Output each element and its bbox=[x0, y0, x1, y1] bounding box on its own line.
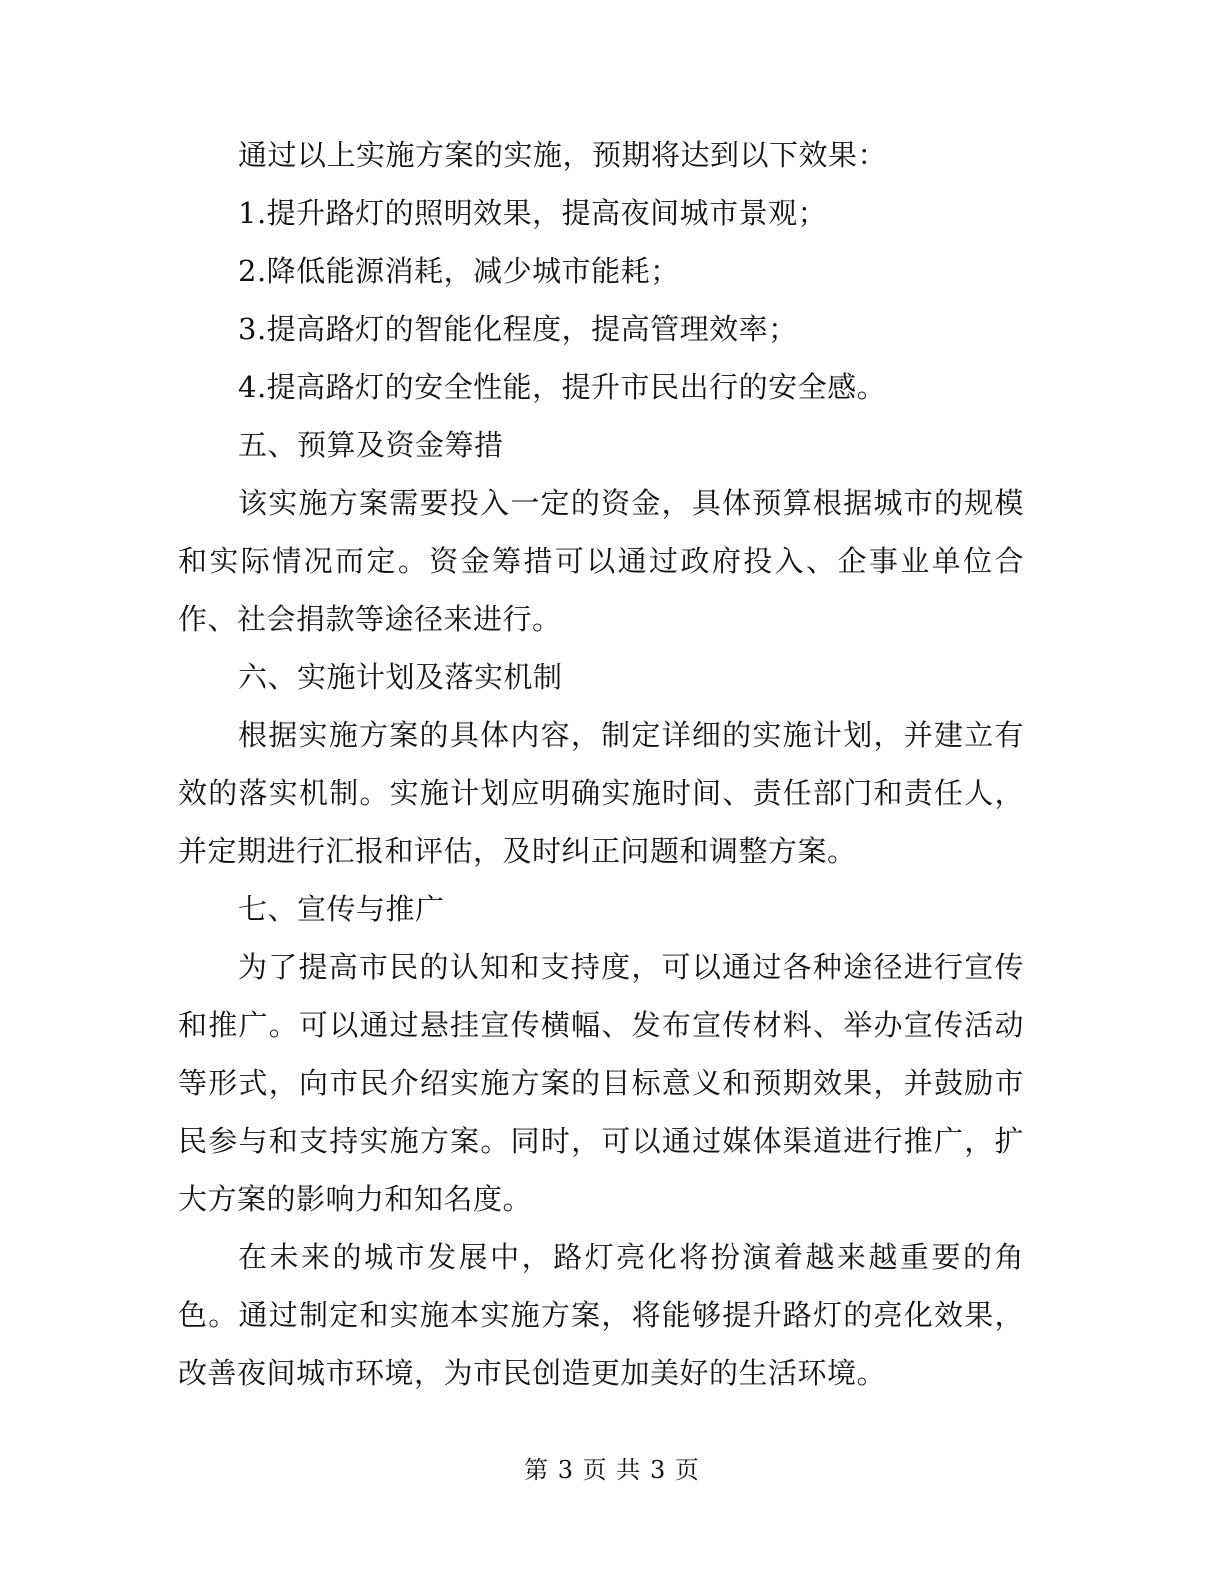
promotion-paragraph: 为了提高市民的认知和支持度，可以通过各种途径进行宣传和推广。可以通过悬挂宣传横幅、发布宣传材料、举办宣传活动等形式，向市民介绍实施方案的目标意义和预期效果，并鼓励市民参与和支持实施方案。同时，可以通过媒体渠道进行推广，扩大方案的影响力和知名度。 bbox=[178, 950, 1024, 1216]
list-item-3: 3.提高路灯的智能化程度，提高管理效率； bbox=[238, 312, 798, 346]
list-item-2: 2.降低能源消耗，减少城市能耗； bbox=[238, 254, 680, 288]
document-body bbox=[178, 126, 1024, 1402]
intro-paragraph: 通过以上实施方案的实施，预期将达到以下效果： bbox=[238, 138, 888, 172]
list-item-1: 1.提升路灯的照明效果，提高夜间城市景观； bbox=[238, 196, 828, 230]
conclusion-paragraph: 在未来的城市发展中，路灯亮化将扮演着越来越重要的角色。通过制定和实施本实施方案，将能够提升路灯的亮化效果，改善夜间城市环境，为市民创造更加美好的生活环境。 bbox=[178, 1240, 1024, 1390]
plan-paragraph: 根据实施方案的具体内容，制定详细的实施计划，并建立有效的落实机制。实施计划应明确实施时间、责任部门和责任人，并定期进行汇报和评估，及时纠正问题和调整方案。 bbox=[178, 718, 1024, 868]
list-item-4: 4.提高路灯的安全性能，提升市民出行的安全感。 bbox=[238, 370, 887, 404]
budget-paragraph: 该实施方案需要投入一定的资金，具体预算根据城市的规模和实际情况而定。资金筹措可以通过政府投入、企事业单位合作、社会捐款等途径来进行。 bbox=[178, 486, 1024, 636]
section-heading-budget: 五、预算及资金筹措 bbox=[238, 428, 504, 462]
section-heading-plan: 六、实施计划及落实机制 bbox=[238, 660, 563, 694]
page-number-footer: 第 3 页 共 3 页 bbox=[524, 1456, 700, 1484]
section-heading-promotion: 七、宣传与推广 bbox=[238, 892, 445, 926]
